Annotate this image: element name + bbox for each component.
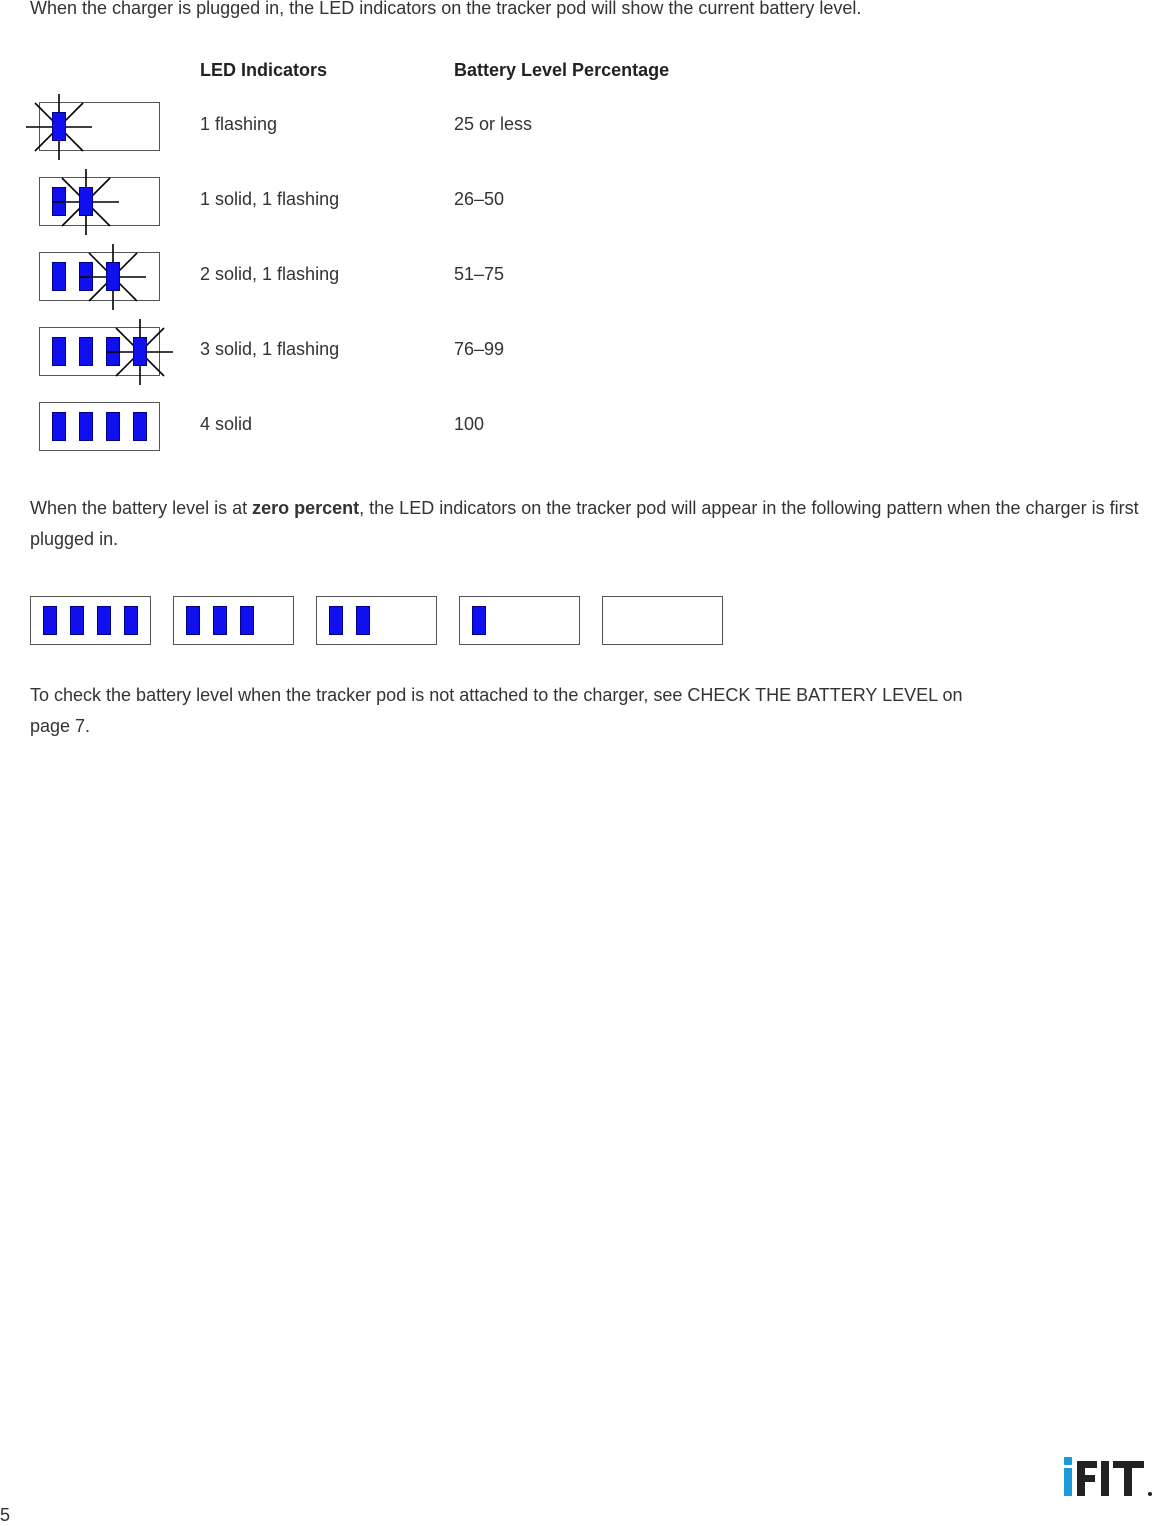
led-description: 1 solid, 1 flashing: [200, 189, 340, 209]
led-solid: [124, 606, 138, 635]
led-description: 2 solid, 1 flashing: [200, 264, 340, 284]
led-flashing: [79, 187, 93, 216]
led-solid: [133, 412, 147, 441]
led-description: 4 solid: [200, 414, 253, 434]
battery-level-header: Battery Level Percentage: [454, 60, 670, 80]
pattern-led-box: [459, 596, 580, 645]
led-description: 1 flashing: [200, 114, 278, 134]
zero-percent-bold: zero percent: [252, 498, 360, 518]
pattern-led-box: [173, 596, 294, 645]
led-indicator-box: [39, 327, 160, 376]
led-solid: [43, 606, 57, 635]
led-solid: [186, 606, 200, 635]
led-indicator-box: [39, 102, 160, 151]
led-solid: [240, 606, 254, 635]
led-flashing: [52, 112, 66, 141]
led-indicator-box: [39, 177, 160, 226]
battery-percentage: 26–50: [454, 189, 505, 209]
ifit-logo: [1060, 1455, 1155, 1500]
led-solid: [472, 606, 486, 635]
led-solid: [79, 412, 93, 441]
pattern-led-box: [316, 596, 437, 645]
led-flashing: [106, 262, 120, 291]
zero-percent-paragraph: [30, 493, 1150, 555]
led-indicator-box: [39, 252, 160, 301]
zero-text-after: , the LED indicators on the tracker pod will appear in the following pattern when the charger is first plugged in.: [30, 498, 1139, 549]
led-solid: [52, 187, 66, 216]
led-flashing: [133, 337, 147, 366]
led-indicators-header: LED Indicators: [200, 60, 328, 80]
battery-percentage: 100: [454, 414, 485, 434]
pattern-led-box: [602, 596, 723, 645]
led-solid: [106, 412, 120, 441]
battery-percentage: 76–99: [454, 339, 505, 359]
led-solid: [97, 606, 111, 635]
led-solid: [52, 412, 66, 441]
led-solid: [329, 606, 343, 635]
led-solid: [213, 606, 227, 635]
led-solid: [52, 262, 66, 291]
pattern-led-box: [30, 596, 151, 645]
led-solid: [79, 262, 93, 291]
led-indicator-box: [39, 402, 160, 451]
zero-text-before: When the battery level is at: [30, 498, 253, 518]
ifit-logo-mark: [1060, 1455, 1155, 1500]
battery-percentage: 25 or less: [454, 114, 533, 134]
led-solid: [79, 337, 93, 366]
led-solid: [106, 337, 120, 366]
led-solid: [356, 606, 370, 635]
intro-paragraph: When the charger is plugged in, the LED indicators on the tracker pod will show the current battery level.: [30, 0, 862, 18]
page-number: 5: [0, 1505, 11, 1525]
check-line-2: page 7.: [30, 716, 91, 736]
led-solid: [70, 606, 84, 635]
check-battery-paragraph: [30, 680, 1110, 742]
led-solid: [52, 337, 66, 366]
led-description: 3 solid, 1 flashing: [200, 339, 340, 359]
check-line-1: To check the battery level when the tracker pod is not attached to the charger, see CHECK THE BATTERY LEVEL on: [30, 685, 963, 705]
battery-percentage: 51–75: [454, 264, 505, 284]
